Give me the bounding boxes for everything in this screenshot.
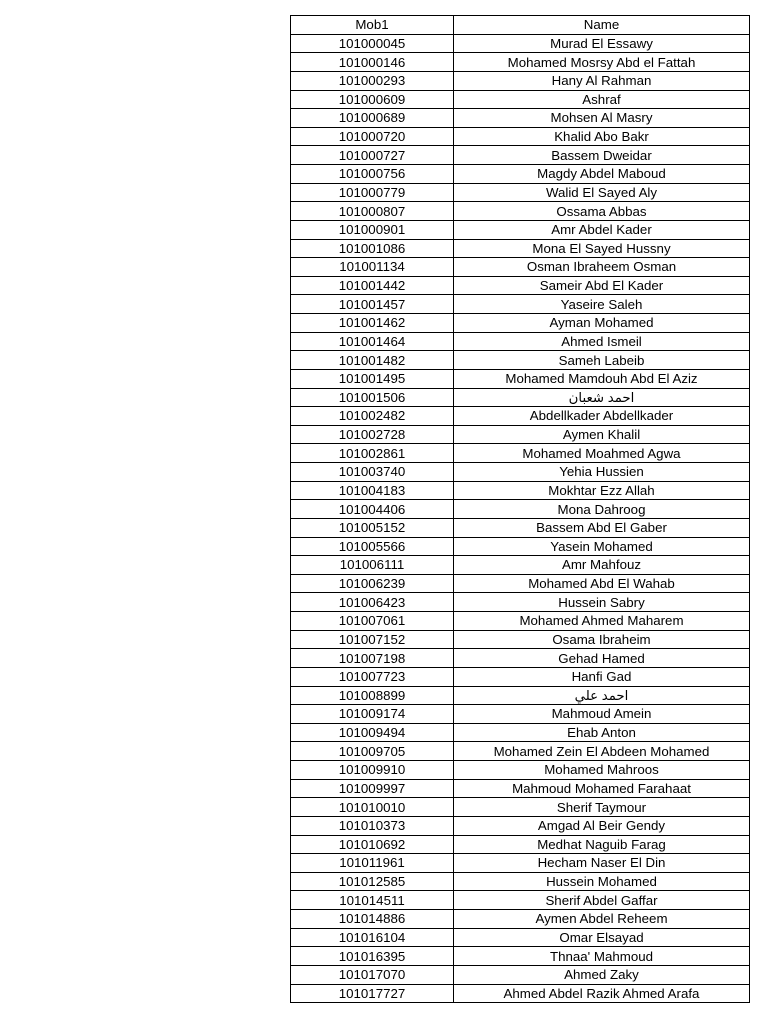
mob1-cell: 101007198 [291,649,454,668]
mob1-cell: 101000146 [291,53,454,72]
table-row [291,705,750,724]
name-cell: Aymen Khalil [454,425,750,444]
name-cell: Mohamed Ahmed Maharem [454,612,750,631]
mob1-cell: 101001086 [291,239,454,258]
name-cell: Mohamed Zein El Abdeen Mohamed [454,742,750,761]
table-row [291,761,750,780]
name-cell: احمد شعبان [454,388,750,407]
name-cell: Hecham Naser El Din [454,854,750,873]
mob1-cell: 101001134 [291,258,454,277]
mob1-cell: 101010373 [291,816,454,835]
table-row [291,127,750,146]
table-row [291,34,750,53]
mob1-cell: 101000689 [291,109,454,128]
table-row [291,854,750,873]
table-row [291,612,750,631]
mob1-cell: 101003740 [291,463,454,482]
name-cell: Gehad Hamed [454,649,750,668]
table-row [291,798,750,817]
table-row [291,146,750,165]
name-cell: Mona El Sayed Hussny [454,239,750,258]
table-row [291,71,750,90]
table-row [291,314,750,333]
table-row [291,351,750,370]
table-row [291,295,750,314]
mob1-cell: 101005566 [291,537,454,556]
name-cell: Osman Ibraheem Osman [454,258,750,277]
name-cell: Mohamed Abd El Wahab [454,574,750,593]
mob1-cell: 101002482 [291,407,454,426]
mob1-cell: 101006423 [291,593,454,612]
name-cell: Hanfi Gad [454,667,750,686]
table-row [291,183,750,202]
table-row [291,500,750,519]
table-row [291,90,750,109]
name-cell: Yaseire Saleh [454,295,750,314]
name-cell: Mahmoud Mohamed Farahaat [454,779,750,798]
table-row [291,593,750,612]
name-cell: Yasein Mohamed [454,537,750,556]
mob1-cell: 101009174 [291,705,454,724]
table-row [291,109,750,128]
table-row [291,276,750,295]
name-cell: Omar Elsayad [454,928,750,947]
mob1-cell: 101005152 [291,518,454,537]
mob1-cell: 101000779 [291,183,454,202]
name-cell: Amr Abdel Kader [454,220,750,239]
table-row [291,779,750,798]
table-row [291,723,750,742]
table-row [291,407,750,426]
mob1-cell: 101001457 [291,295,454,314]
name-cell: Ossama Abbas [454,202,750,221]
table-row [291,686,750,705]
name-cell: Aymen Abdel Reheem [454,910,750,929]
mob1-cell: 101014511 [291,891,454,910]
name-cell: Bassem Dweidar [454,146,750,165]
name-cell: Ahmed Ismeil [454,332,750,351]
mob1-cell: 101000901 [291,220,454,239]
mob1-cell: 101006239 [291,574,454,593]
mob1-cell: 101016104 [291,928,454,947]
table-row [291,928,750,947]
table-row [291,649,750,668]
mob1-cell: 101006111 [291,556,454,575]
name-cell: Amr Mahfouz [454,556,750,575]
name-cell: Mohamed Mahroos [454,761,750,780]
name-cell: Hany Al Rahman [454,71,750,90]
mob1-cell: 101000807 [291,202,454,221]
name-cell: Ayman Mohamed [454,314,750,333]
mob1-cell: 101007152 [291,630,454,649]
table-row [291,910,750,929]
mob1-cell: 101007723 [291,667,454,686]
table-row [291,667,750,686]
name-cell: Abdellkader Abdellkader [454,407,750,426]
name-cell: Mohamed Mosrsy Abd el Fattah [454,53,750,72]
name-cell: Sherif Taymour [454,798,750,817]
name-cell: Amgad Al Beir Gendy [454,816,750,835]
name-cell: Mohsen Al Masry [454,109,750,128]
table-row [291,425,750,444]
name-cell: Osama Ibraheim [454,630,750,649]
mob1-cell: 101017727 [291,984,454,1003]
mob1-cell: 101009705 [291,742,454,761]
mob1-cell: 101001495 [291,369,454,388]
table-row [291,202,750,221]
name-cell: Ashraf [454,90,750,109]
mob1-cell: 101009910 [291,761,454,780]
name-cell: Medhat Naguib Farag [454,835,750,854]
name-cell: Mohamed Moahmed Agwa [454,444,750,463]
table-row [291,388,750,407]
table-row [291,816,750,835]
mob1-cell: 101002728 [291,425,454,444]
name-cell: Yehia Hussien [454,463,750,482]
table-row [291,239,750,258]
mob1-cell: 101007061 [291,612,454,631]
name-cell: Murad El Essawy [454,34,750,53]
name-cell: Mokhtar Ezz Allah [454,481,750,500]
mob1-cell: 101001482 [291,351,454,370]
mob1-cell: 101009997 [291,779,454,798]
mob1-cell: 101010010 [291,798,454,817]
name-cell: Walid El Sayed Aly [454,183,750,202]
table-row [291,965,750,984]
mob1-cell: 101017070 [291,965,454,984]
name-cell: Mohamed Mamdouh Abd El Aziz [454,369,750,388]
mob1-cell: 101016395 [291,947,454,966]
table-row [291,463,750,482]
mob1-cell: 101008899 [291,686,454,705]
mob1-cell: 101000293 [291,71,454,90]
table-row [291,835,750,854]
mob1-cell: 101004406 [291,500,454,519]
name-cell: Mahmoud Amein [454,705,750,724]
table-header-row [291,16,750,35]
mob1-cell: 101009494 [291,723,454,742]
name-cell: احمد علي [454,686,750,705]
name-cell: Sameir Abd El Kader [454,276,750,295]
name-cell: Khalid Abo Bakr [454,127,750,146]
mob1-cell: 101014886 [291,910,454,929]
name-cell: Bassem Abd El Gaber [454,518,750,537]
mob1-cell: 101000609 [291,90,454,109]
table-body [291,34,750,1003]
mob1-cell: 101001462 [291,314,454,333]
name-cell: Hussein Sabry [454,593,750,612]
table-row [291,891,750,910]
mob1-cell: 101010692 [291,835,454,854]
name-cell: Sherif Abdel Gaffar [454,891,750,910]
table-row [291,556,750,575]
table-row [291,872,750,891]
table-row [291,537,750,556]
mob1-cell: 101000720 [291,127,454,146]
table-row [291,444,750,463]
table-row [291,53,750,72]
table-row [291,984,750,1003]
table-row [291,165,750,184]
table-row [291,947,750,966]
name-cell: Mona Dahroog [454,500,750,519]
name-cell: Hussein Mohamed [454,872,750,891]
name-cell: Sameh Labeib [454,351,750,370]
name-cell: Thnaa' Mahmoud [454,947,750,966]
table-row [291,630,750,649]
table-row [291,220,750,239]
spreadsheet-page [290,15,749,1003]
mob1-cell: 101001442 [291,276,454,295]
table-row [291,574,750,593]
contacts-table [290,15,750,1003]
mob1-cell: 101002861 [291,444,454,463]
name-cell: Ehab Anton [454,723,750,742]
table-row [291,258,750,277]
name-cell: Ahmed Zaky [454,965,750,984]
mob1-cell: 101004183 [291,481,454,500]
column-header-name: Name [454,16,750,35]
table-row [291,369,750,388]
mob1-cell: 101011961 [291,854,454,873]
mob1-cell: 101012585 [291,872,454,891]
table-row [291,481,750,500]
name-cell: Ahmed Abdel Razik Ahmed Arafa [454,984,750,1003]
mob1-cell: 101001506 [291,388,454,407]
mob1-cell: 101001464 [291,332,454,351]
name-cell: Magdy Abdel Maboud [454,165,750,184]
table-row [291,518,750,537]
mob1-cell: 101000045 [291,34,454,53]
column-header-mob1: Mob1 [291,16,454,35]
mob1-cell: 101000756 [291,165,454,184]
table-row [291,742,750,761]
table-row [291,332,750,351]
mob1-cell: 101000727 [291,146,454,165]
